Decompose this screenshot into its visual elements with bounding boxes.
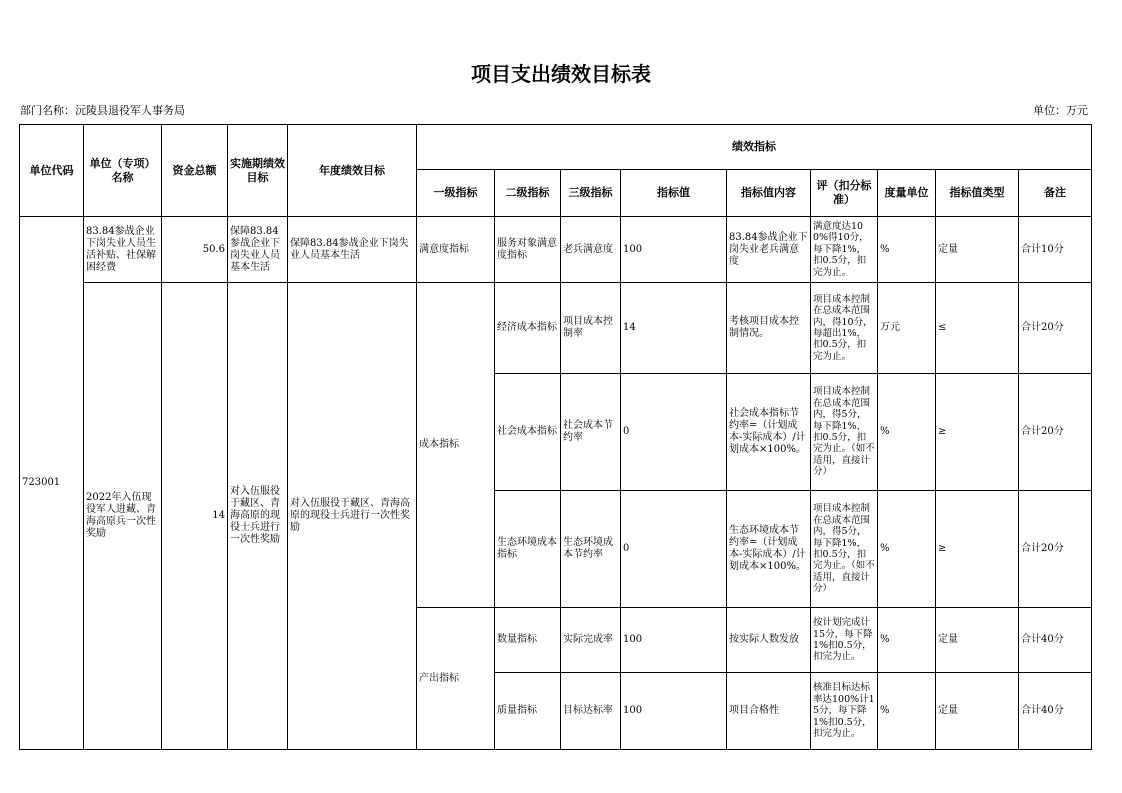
unit-cell: % [878,673,936,750]
level2-cell: 质量指标 [495,673,561,750]
value-cell: 100 [621,673,727,750]
remark-cell: 合计40分 [1019,608,1092,673]
unit-cell: % [878,608,936,673]
remark-cell: 合计40分 [1019,673,1092,750]
unit-code-cell: 723001 [20,217,84,750]
type-cell: ≥ [936,491,1019,608]
header-total-funds: 资金总额 [162,125,228,217]
performance-target-table [19,124,1092,750]
header-level3: 三级指标 [561,170,621,217]
level1-cell: 满意度指标 [417,217,495,283]
period-goal-cell: 对入伍服役于藏区、青海高原的现役士兵进行一次性奖励 [228,283,288,750]
scoring-cell: 项目成本控制在总成本范围内，得10分，每超出1%，扣0.5分，扣完为止。 [811,283,878,374]
level2-cell: 经济成本指标 [495,283,561,374]
page-title: 项目支出绩效目标表 [471,62,651,86]
unit-cell: % [878,491,936,608]
remark-cell: 合计20分 [1019,283,1092,374]
remark-cell: 合计10分 [1019,217,1092,283]
level1-cell: 成本指标 [417,283,495,608]
content-cell: 83.84参战企业下岗失业老兵满意度 [727,217,811,283]
scoring-cell: 满意度达100%得10分，每下降1%，扣0.5分，扣完为止。 [811,217,878,283]
content-cell: 项目合格性 [727,673,811,750]
level3-cell: 目标达标率 [561,673,621,750]
level2-cell: 生态环境成本指标 [495,491,561,608]
header-content: 指标值内容 [727,170,811,217]
scoring-cell: 核准目标达标率达100%计15分，每下降1%扣0.5分，扣完为止。 [811,673,878,750]
content-cell: 生态环境成本节约率=（计划成本-实际成本）/计划成本×100%。 [727,491,811,608]
header-level2: 二级指标 [495,170,561,217]
type-cell: ≤ [936,283,1019,374]
header-unit-code: 单位代码 [20,125,84,217]
amount-cell: 50.6 [162,217,228,283]
unit-label: 单位：万元 [1033,104,1088,117]
header-unit-name: 单位（专项）名称 [84,125,162,217]
period-goal-cell: 保障83.84参战企业下岗失业人员基本生活 [228,217,288,283]
type-cell: ≥ [936,374,1019,491]
header-level1: 一级指标 [417,170,495,217]
level3-cell: 实际完成率 [561,608,621,673]
value-cell: 14 [621,283,727,374]
scoring-cell: 项目成本控制在总成本范围内，得5分，每下降1%，扣0.5分，扣完为止。（如不适用，直接计分） [811,374,878,491]
table-row [20,283,1092,374]
scoring-cell: 项目成本控制在总成本范围内，得5分，每下降1%，扣0.5分，扣完为止。（如不适用，直接计分） [811,491,878,608]
header-value: 指标值 [621,170,727,217]
header-measure-unit: 度量单位 [878,170,936,217]
level3-cell: 项目成本控制率 [561,283,621,374]
unit-cell: % [878,374,936,491]
remark-cell: 合计20分 [1019,374,1092,491]
header-annual-goal: 年度绩效目标 [288,125,417,217]
unit-cell: % [878,217,936,283]
amount-cell: 14 [162,283,228,750]
annual-goal-cell: 对入伍服役于藏区、青海高原的现役士兵进行一次性奖励 [288,283,417,750]
table-row [20,217,1092,283]
unit-cell: 万元 [878,283,936,374]
type-cell: 定量 [936,217,1019,283]
header-indicators: 绩效指标 [417,125,1092,170]
content-cell: 按实际人数发放 [727,608,811,673]
content-cell: 考核项目成本控制情况。 [727,283,811,374]
remark-cell: 合计20分 [1019,491,1092,608]
project-name-cell: 2022年入伍现役军人进藏、青海高原兵一次性奖励 [84,283,162,750]
level3-cell: 老兵满意度 [561,217,621,283]
type-cell: 定量 [936,608,1019,673]
header-remark: 备注 [1019,170,1092,217]
value-cell: 100 [621,217,727,283]
project-name-cell: 83.84参战企业下岗失业人员生活补贴、社保解困经费 [84,217,162,283]
level2-cell: 服务对象满意度指标 [495,217,561,283]
level3-cell: 生态环境成本节约率 [561,491,621,608]
content-cell: 社会成本指标节约率=（计划成本-实际成本）/计划成本×100%。 [727,374,811,491]
level2-cell: 社会成本指标 [495,374,561,491]
type-cell: 定量 [936,673,1019,750]
header-scoring: 评（扣分标准） [811,170,878,217]
scoring-cell: 按计划完成计15分，每下降1%扣0.5分，扣完为止。 [811,608,878,673]
header-value-type: 指标值类型 [936,170,1019,217]
level3-cell: 社会成本节约率 [561,374,621,491]
department-label: 部门名称：沅陵县退役军人事务局 [20,104,185,117]
value-cell: 100 [621,608,727,673]
value-cell: 0 [621,491,727,608]
level2-cell: 数量指标 [495,608,561,673]
annual-goal-cell: 保障83.84参战企业下岗失业人员基本生活 [288,217,417,283]
value-cell: 0 [621,374,727,491]
header-period-goal: 实施期绩效目标 [228,125,288,217]
level1-cell: 产出指标 [417,608,495,750]
